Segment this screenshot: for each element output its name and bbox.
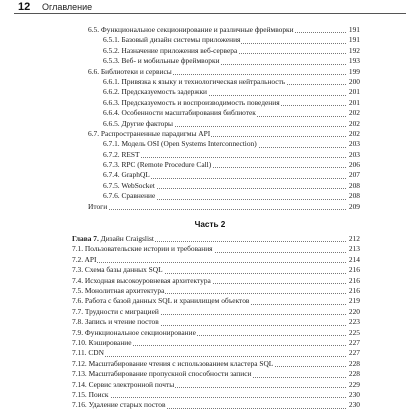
toc-entry-label: 7.3. Схема базы данных SQL bbox=[72, 265, 163, 275]
toc-entry-label: 7.13. Масштабирование пропускной способности записи bbox=[72, 369, 252, 379]
toc-entry-label: 7.4. Исходная высокоуровневая архитектура bbox=[72, 275, 211, 285]
toc-entry-page: 227 bbox=[346, 348, 360, 357]
toc-entry[interactable] bbox=[0, 255, 420, 265]
toc-entry-label: 6.7.4. GraphQL bbox=[103, 170, 150, 180]
toc-entry-page: 192 bbox=[346, 46, 360, 55]
toc-entry-label: 6.5. Функциональное секционирование и различные фреймворки bbox=[88, 25, 294, 34]
toc-entry[interactable] bbox=[0, 139, 420, 149]
toc-entry-page: 214 bbox=[346, 255, 360, 264]
toc-entry-page: 229 bbox=[346, 380, 360, 389]
toc-entry[interactable] bbox=[0, 307, 420, 317]
toc-entry-page: 203 bbox=[346, 150, 360, 159]
toc-entry[interactable] bbox=[0, 338, 420, 348]
toc-entry-label: 7.10. Кэширование bbox=[72, 337, 132, 347]
toc-entry[interactable] bbox=[0, 150, 420, 160]
toc-entry-label: 7.8. Запись и чтение постов bbox=[72, 317, 159, 327]
toc-entry-label: 6.7. Распространенные парадигмы API bbox=[88, 128, 211, 138]
toc-entry-page: 191 bbox=[346, 35, 360, 44]
header-rule bbox=[14, 13, 406, 14]
toc-entry-label: 6.5.3. Веб- и мобильные фреймворки bbox=[103, 56, 220, 66]
toc-entry-label: 6.5.2. Назначение приложения веб-сервера bbox=[103, 45, 238, 55]
toc-entry-label: 6.7.1. Модель OSI (Open Systems Interconnection) bbox=[103, 139, 257, 149]
toc-entry[interactable] bbox=[0, 181, 420, 191]
toc-entry[interactable] bbox=[0, 328, 420, 338]
toc-entry-page: 225 bbox=[346, 328, 360, 337]
toc-entry[interactable] bbox=[0, 191, 420, 201]
toc-entry-label: 7.5. Монолитная архитектура bbox=[72, 285, 165, 295]
toc-entry-page: 216 bbox=[346, 286, 360, 295]
toc-entry-label: 6.7.5. WebSocket bbox=[103, 180, 155, 190]
toc-entry-label: 6.5.1. Базовый дизайн системы приложения bbox=[103, 35, 241, 45]
toc-entry-page: 213 bbox=[346, 244, 360, 253]
dot-leader bbox=[72, 397, 346, 398]
toc-entry-page: 191 bbox=[346, 25, 360, 34]
toc-section-chapter-6 bbox=[0, 25, 420, 212]
toc-entry-label: 6.7.6. Сравнение bbox=[103, 191, 156, 201]
toc-entry-page: 199 bbox=[346, 67, 360, 76]
toc-entry-page: 202 bbox=[346, 129, 360, 138]
toc-entry-label: 6.6.3. Предсказуемость и воспроизводимость поведения bbox=[103, 97, 280, 107]
toc-entry-page: 209 bbox=[346, 202, 360, 211]
toc-entry-page: 207 bbox=[346, 170, 360, 179]
toc-entry-label: Итоги bbox=[88, 201, 108, 211]
toc-entry[interactable] bbox=[0, 348, 420, 358]
toc-entry[interactable] bbox=[0, 46, 420, 56]
toc-entry[interactable] bbox=[0, 369, 420, 379]
toc-entry-label: 6.6.2. Предсказуемость задержки bbox=[103, 87, 208, 97]
toc-entry-label: 7.9. Функциональное секционирование bbox=[72, 327, 196, 337]
toc-entry[interactable] bbox=[0, 87, 420, 97]
chapter-title: Дизайн Craigslist bbox=[100, 234, 154, 244]
toc-entry-page: 202 bbox=[346, 108, 360, 117]
toc-section-chapter-7 bbox=[0, 244, 420, 410]
toc-entry-label: 6.6.4. Особенности масштабирования библиотек bbox=[103, 108, 256, 118]
toc-entry[interactable] bbox=[0, 77, 420, 87]
toc-entry-page: 227 bbox=[346, 338, 360, 347]
toc-entry-label: 7.16. Удаление старых постов bbox=[72, 400, 166, 410]
toc-entry-page: 202 bbox=[346, 119, 360, 128]
running-title: Оглавление bbox=[42, 2, 93, 12]
toc-entry-page: 208 bbox=[346, 191, 360, 200]
toc-entry[interactable] bbox=[0, 170, 420, 180]
toc-entry-page: 203 bbox=[346, 139, 360, 148]
toc-entry[interactable] bbox=[0, 202, 420, 212]
toc-entry[interactable] bbox=[0, 67, 420, 77]
toc-entry-label: 7.1. Пользовательские истории и требования bbox=[72, 244, 213, 254]
toc-entry[interactable] bbox=[0, 129, 420, 139]
chapter-label bbox=[72, 234, 155, 243]
toc-entry[interactable] bbox=[0, 244, 420, 254]
toc-entry[interactable] bbox=[0, 35, 420, 45]
toc-entry-page: 200 bbox=[346, 77, 360, 86]
chapter-entry[interactable] bbox=[0, 234, 420, 244]
toc-entry-label: 6.7.2. REST bbox=[103, 149, 140, 159]
toc-entry-page: 208 bbox=[346, 181, 360, 190]
toc-entry-label: 7.12. Масштабирование чтения с использованием кластера SQL bbox=[72, 358, 274, 368]
toc-entry[interactable] bbox=[0, 380, 420, 390]
toc-entry[interactable] bbox=[0, 359, 420, 369]
toc-entry-page: 219 bbox=[346, 296, 360, 305]
toc-entry-page: 216 bbox=[346, 265, 360, 274]
toc-entry-page: 206 bbox=[346, 160, 360, 169]
toc-entry-page: 228 bbox=[346, 369, 360, 378]
toc-entry-label: 7.15. Поиск bbox=[72, 389, 109, 399]
toc-entry-label: 7.7. Трудности с миграцией bbox=[72, 306, 159, 316]
toc-entry-label: 7.6. Работа с базой данных SQL и хранилищем объектов bbox=[72, 296, 250, 306]
dot-leader bbox=[72, 262, 346, 263]
toc-entry[interactable] bbox=[0, 276, 420, 286]
toc-entry[interactable] bbox=[0, 265, 420, 275]
toc-entry[interactable] bbox=[0, 286, 420, 296]
toc-entry-label: 6.7.3. RPC (Remote Procedure Call) bbox=[103, 160, 212, 170]
toc-entry-page: 201 bbox=[346, 87, 360, 96]
toc-entry-label: 6.6. Библиотеки и сервисы bbox=[88, 66, 172, 76]
toc-entry[interactable] bbox=[0, 56, 420, 66]
dot-leader bbox=[72, 356, 346, 357]
page-number: 12 bbox=[18, 1, 31, 13]
toc-entry-page: 230 bbox=[346, 390, 360, 399]
toc-entry[interactable] bbox=[0, 98, 420, 108]
toc-entry-page: 223 bbox=[346, 317, 360, 326]
part-heading-text: Часть 2 bbox=[194, 220, 226, 230]
toc-entry[interactable] bbox=[0, 119, 420, 129]
toc-entry-label: 7.14. Сервис электронной почты bbox=[72, 379, 175, 389]
toc-entry-page: 228 bbox=[346, 359, 360, 368]
chapter-prefix: Глава 7. bbox=[72, 234, 99, 244]
toc-entry-label: 6.6.1. Привязка к языку и технологическая нейтральность bbox=[103, 76, 286, 86]
toc-entry[interactable] bbox=[0, 160, 420, 170]
toc-entry-label: 7.2. API bbox=[72, 254, 97, 264]
toc-entry[interactable] bbox=[0, 296, 420, 306]
toc-entry[interactable] bbox=[0, 108, 420, 118]
toc-entry-page: 230 bbox=[346, 400, 360, 409]
toc-entry[interactable] bbox=[0, 390, 420, 400]
toc-entry-label: 7.11. CDN bbox=[72, 348, 104, 358]
toc-entry-label: 6.6.5. Другие факторы bbox=[103, 118, 173, 128]
dot-leader bbox=[88, 209, 346, 210]
toc-entry[interactable] bbox=[0, 317, 420, 327]
toc-entry[interactable] bbox=[0, 25, 420, 35]
toc-entry-page: 201 bbox=[346, 98, 360, 107]
toc-entry-page: 220 bbox=[346, 307, 360, 316]
toc-entry-page: 216 bbox=[346, 276, 360, 285]
toc-entry-page: 193 bbox=[346, 56, 360, 65]
chapter-page: 212 bbox=[346, 234, 360, 243]
page-header bbox=[0, 0, 420, 14]
part-heading bbox=[0, 212, 420, 234]
toc-entry[interactable] bbox=[0, 400, 420, 410]
table-of-contents bbox=[0, 25, 420, 411]
